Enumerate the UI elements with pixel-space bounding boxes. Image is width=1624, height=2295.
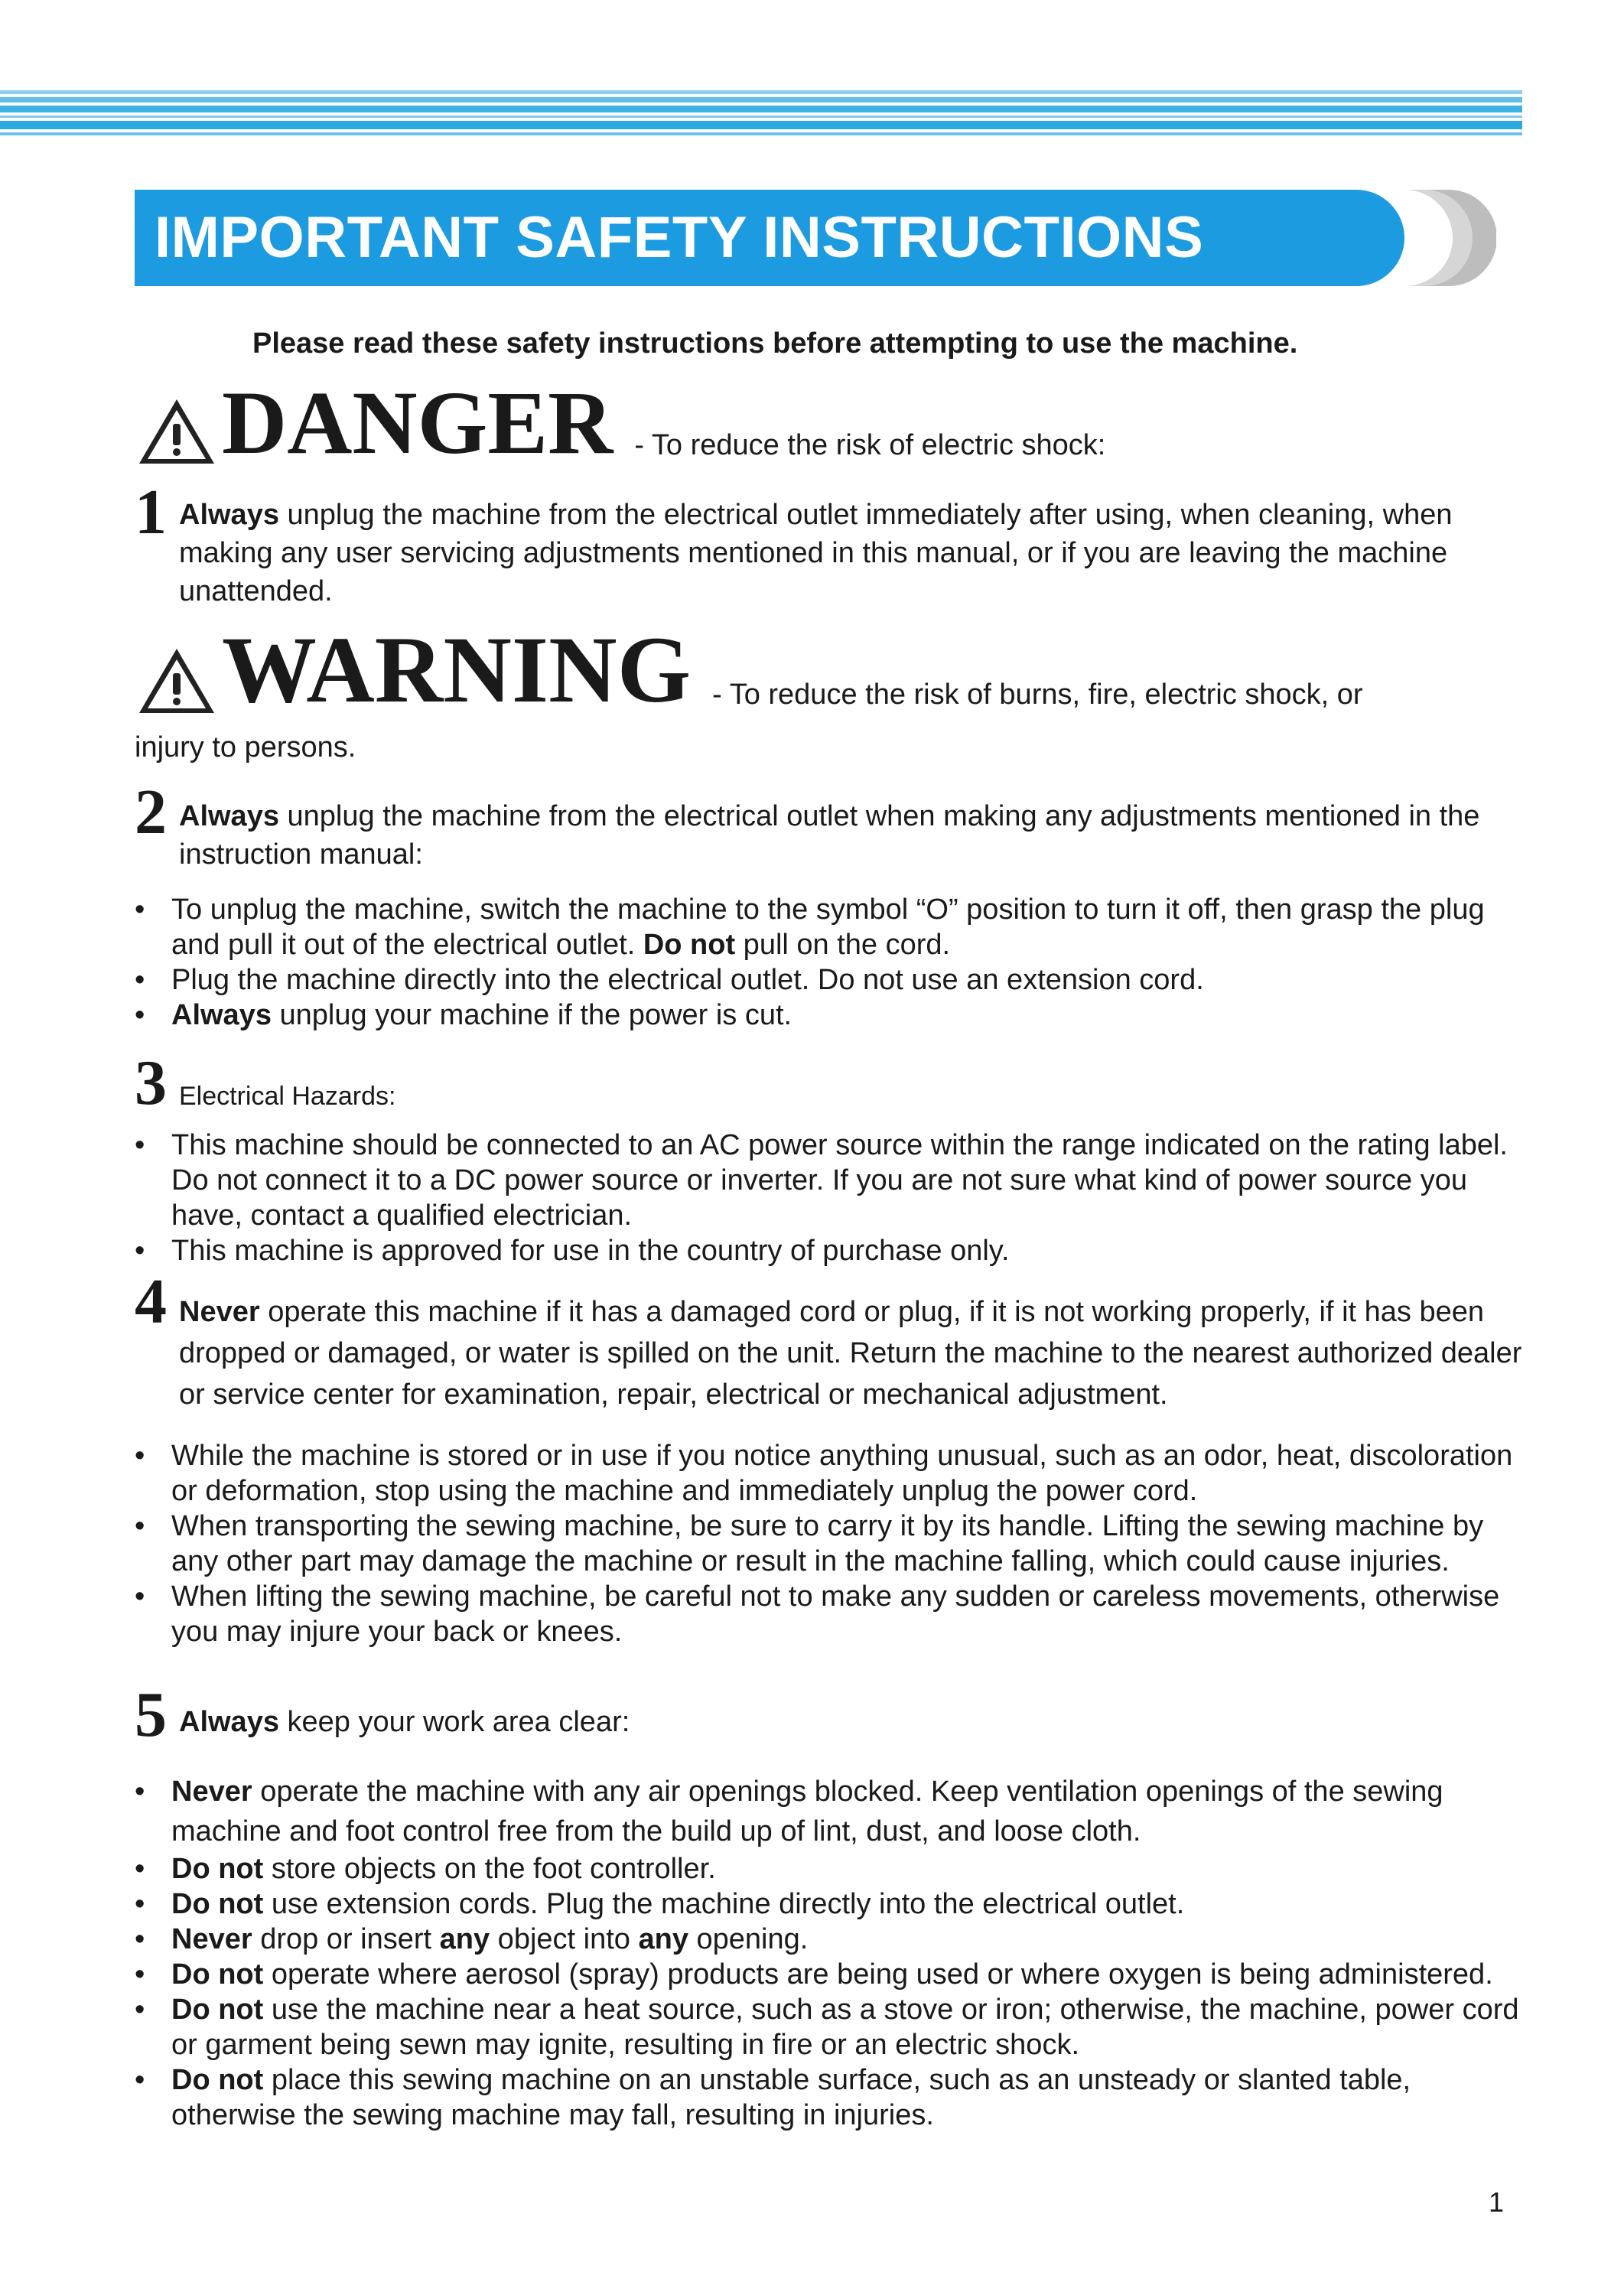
item-number: 3: [135, 1047, 167, 1118]
item-5-text: Always keep your work area clear:: [179, 1706, 630, 1738]
item-number: 1: [135, 477, 167, 548]
list-item: • Do not use extension cords. Plug the machine directly into the electrical outlet.: [135, 1888, 1185, 1920]
warning-desc: - To reduce the risk of burns, fire, electric shock, or: [712, 679, 1363, 711]
page-number: 1: [1489, 2186, 1505, 2218]
danger-desc: - To reduce the risk of electric shock:: [634, 429, 1106, 461]
item-4-text: Never operate this machine if it has a damaged cord or plug, if it is not working properly, if it has been dropped or damaged, or water is spilled on the unit. Return the machine to the nearest authorized dealer or service center for examination, repair, electrical or mechanical adjustment.: [179, 1296, 1522, 1411]
item-2-text: Always unplug the machine from the electrical outlet when making any adjustments mentioned in the instruction manual:: [179, 800, 1480, 871]
list-item: • When transporting the sewing machine, be sure to carry it by its handle. Lifting the sewing machine by any other part may damage the machine or result in the machine falling, which could cause injuries.: [135, 1510, 1484, 1577]
list-item: • Never drop or insert any object into any opening.: [135, 1923, 809, 1955]
title-banner: [135, 190, 1404, 286]
list-item: • To unplug the machine, switch the machine to the symbol “O” position to turn it off, then grasp the plug and pull it out of the electrical outlet. Do not pull on the cord.: [135, 894, 1485, 961]
header-stripes: [0, 90, 1522, 138]
item-3-bullets: [135, 1128, 1535, 1268]
list-item: • This machine should be connected to an AC power source within the range indicated on the rating label. Do not connect it to a DC power source or inverter. If you are not sure what kind of power source you have, contact a qualified electrician.: [135, 1129, 1508, 1232]
item-4-bullets: [135, 1438, 1535, 1649]
list-item: • While the machine is stored or in use if you notice anything unusual, such as an odor, heat, discoloration or deformation, stop using the machine and immediately unplug the power cord.: [135, 1440, 1513, 1507]
warning-desc-continued: injury to persons.: [135, 731, 356, 763]
item-3-text: Electrical Hazards:: [179, 1082, 396, 1111]
list-item: • This machine is approved for use in the country of purchase only.: [135, 1235, 1010, 1267]
list-item: • Do not place this sewing machine on an unstable surface, such as an unsteady or slanted table, otherwise the sewing machine may fall, resulting in injuries.: [135, 2064, 1411, 2131]
intro-text: Please read these safety instructions before attempting to use the machine.: [252, 327, 1298, 360]
warning-heading: [135, 617, 1363, 722]
item-number: 2: [135, 776, 167, 848]
item-2-bullets: [135, 892, 1535, 1033]
list-item: • Do not use the machine near a heat source, such as a stove or iron; otherwise, the machine, power cord or garment being sewn may ignite, resulting in fire or an electric shock.: [135, 1994, 1519, 2061]
danger-word: DANGER: [222, 373, 613, 473]
list-item: • Do not operate where aerosol (spray) products are being used or where oxygen is being administered.: [135, 1958, 1493, 1991]
danger-heading: [135, 373, 1106, 473]
chevron-decoration-icon: [1404, 190, 1496, 286]
page-title: IMPORTANT SAFETY INSTRUCTIONS: [155, 205, 1204, 270]
warning-triangle-icon: [135, 644, 219, 718]
list-item: • Always unplug your machine if the power is cut.: [135, 999, 792, 1031]
list-item: • Plug the machine directly into the electrical outlet. Do not use an extension cord.: [135, 964, 1204, 996]
item-number: 5: [135, 1679, 167, 1750]
list-item: • Do not store objects on the foot controller.: [135, 1853, 716, 1885]
list-item: • When lifting the sewing machine, be careful not to make any sudden or careless movements, otherwise you may injure your back or knees.: [135, 1580, 1500, 1648]
item-5-bullets: [135, 1772, 1535, 2133]
warning-triangle-icon: [135, 395, 219, 468]
item-1-text: Always unplug the machine from the electrical outlet immediately after using, when cleaning, when making any user servicing adjustments mentioned in this manual, or if you are leaving the machine unattended.: [179, 499, 1453, 607]
item-number: 4: [135, 1266, 167, 1337]
list-item: • Never operate the machine with any air openings blocked. Keep ventilation openings of the sewing machine and foot control free from the build up of lint, dust, and loose cloth.: [135, 1776, 1443, 1847]
warning-word: WARNING: [222, 617, 692, 722]
